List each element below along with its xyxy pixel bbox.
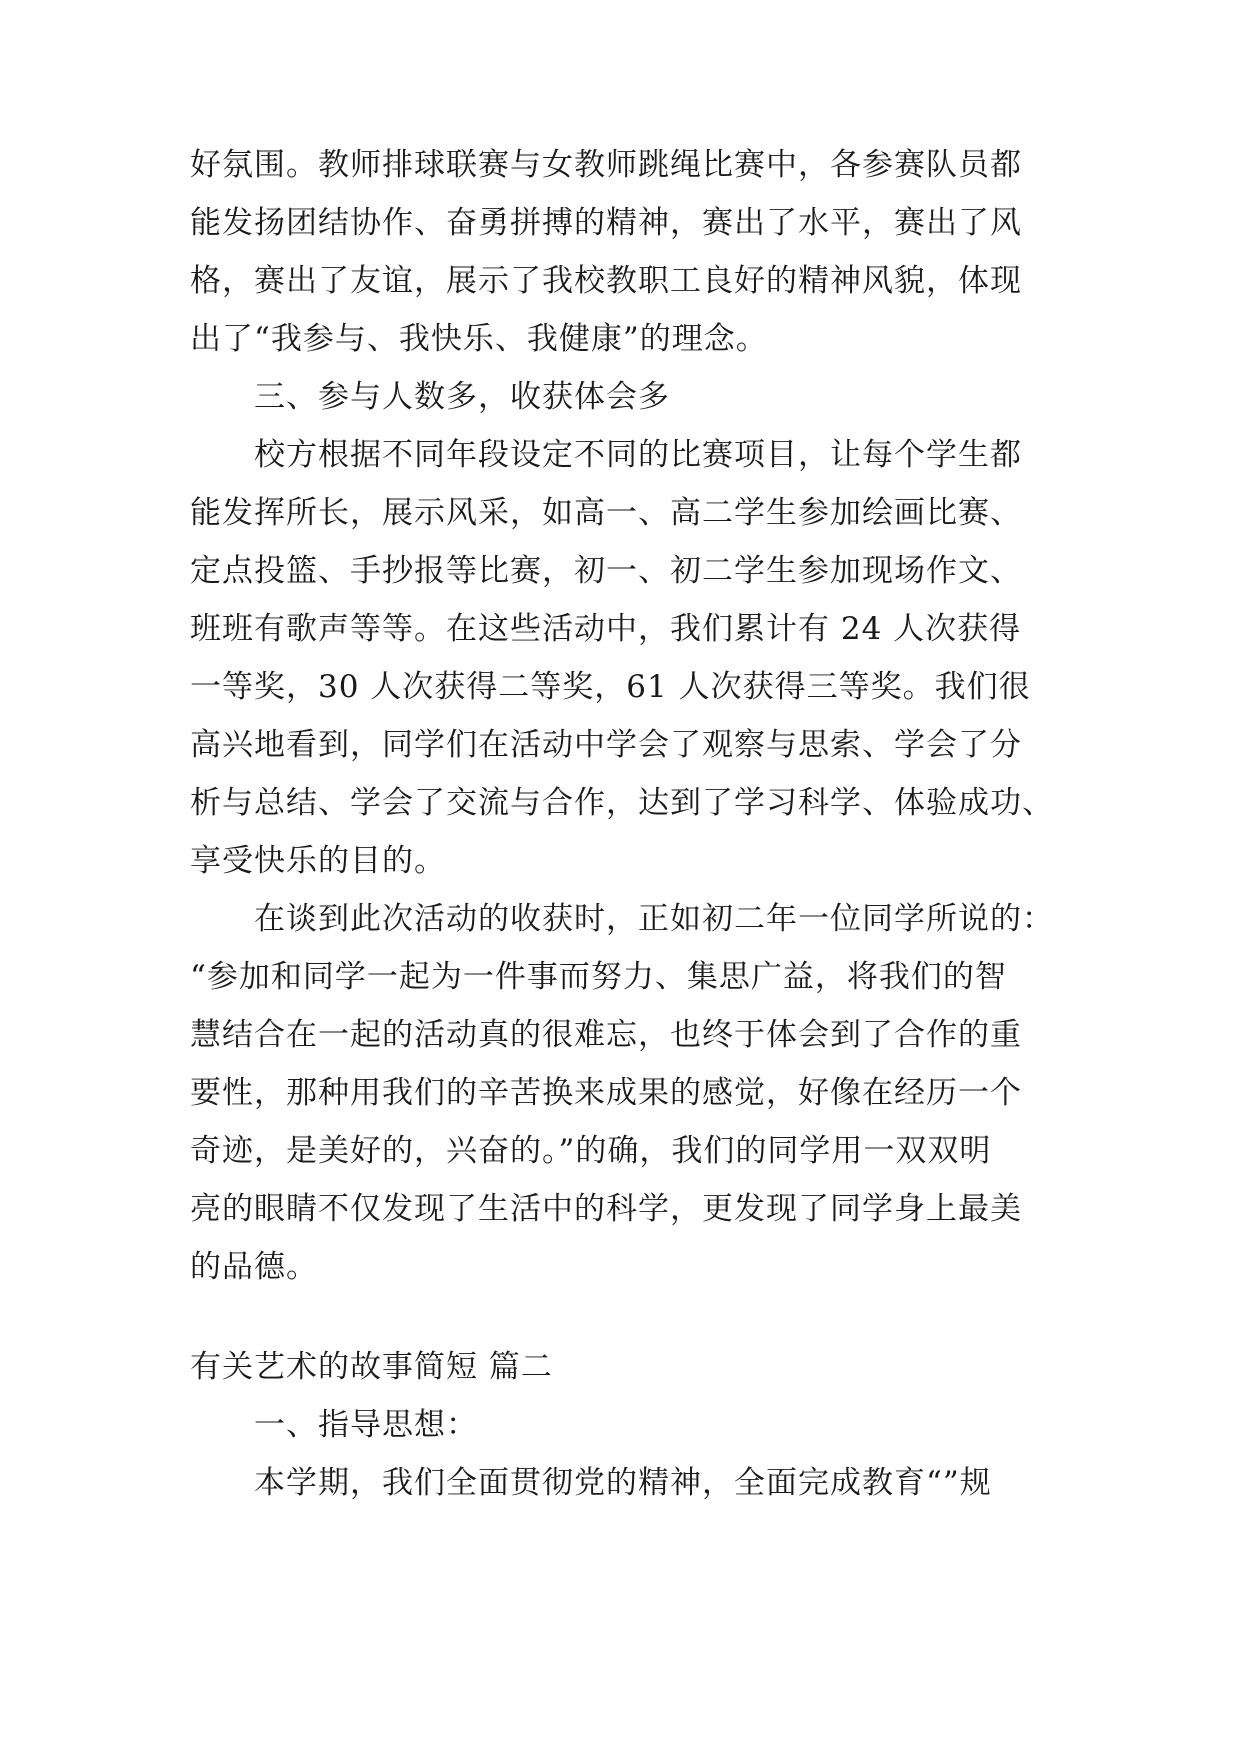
paragraph-line: 能发扬团结协作、奋勇拼搏的精神，赛出了水平，赛出了风 bbox=[190, 205, 1022, 241]
paragraph-line: 格，赛出了友谊，展示了我校教职工良好的精神风貌，体现 bbox=[190, 263, 1022, 299]
paragraph-line: “参加和同学一起为一件事而努力、集思广益，将我们的智 bbox=[190, 959, 1007, 995]
paragraph-line: 定点投篮、手抄报等比赛，初一、初二学生参加现场作文、 bbox=[190, 553, 1022, 589]
paragraph-line: 析与总结、学会了交流与合作，达到了学习科学、体验成功、 bbox=[190, 785, 1054, 821]
paragraph-line: 享受快乐的目的。 bbox=[190, 843, 446, 879]
paragraph-line: 慧结合在一起的活动真的很难忘，也终于体会到了合作的重 bbox=[190, 1017, 1022, 1053]
article-title: 有关艺术的故事简短 篇二 bbox=[190, 1349, 553, 1385]
paragraph-line: 好氛围。教师排球联赛与女教师跳绳比赛中，各参赛队员都 bbox=[190, 147, 1022, 183]
paragraph-line: 奇迹，是美好的，兴奋的。”的确，我们的同学用一双双明 bbox=[190, 1133, 992, 1169]
paragraph-line: 校方根据不同年段设定不同的比赛项目，让每个学生都 bbox=[254, 437, 1022, 473]
paragraph-line: 亮的眼睛不仅发现了生活中的科学，更发现了同学身上最美 bbox=[190, 1191, 1022, 1227]
section-heading: 一、指导思想： bbox=[254, 1407, 478, 1443]
paragraph-line: 能发挥所长，展示风采，如高一、高二学生参加绘画比赛、 bbox=[190, 495, 1022, 531]
paragraph-line: 在谈到此次活动的收获时，正如初二年一位同学所说的： bbox=[254, 901, 1054, 937]
paragraph-line: 本学期，我们全面贯彻党的精神，全面完成教育“”规 bbox=[254, 1465, 992, 1501]
paragraph-line: 班班有歌声等等。在这些活动中，我们累计有 24 人次获得 bbox=[190, 611, 1022, 647]
paragraph-line: 要性，那种用我们的辛苦换来成果的感觉，好像在经历一个 bbox=[190, 1075, 1022, 1111]
paragraph-line: 出了“我参与、我快乐、我健康”的理念。 bbox=[190, 321, 768, 357]
paragraph-line: 的品德。 bbox=[190, 1249, 318, 1285]
paragraph-line: 高兴地看到，同学们在活动中学会了观察与思索、学会了分 bbox=[190, 727, 1022, 763]
section-heading: 三、参与人数多，收获体会多 bbox=[254, 379, 670, 415]
paragraph-line: 一等奖，30 人次获得二等奖，61 人次获得三等奖。我们很 bbox=[190, 669, 1031, 705]
